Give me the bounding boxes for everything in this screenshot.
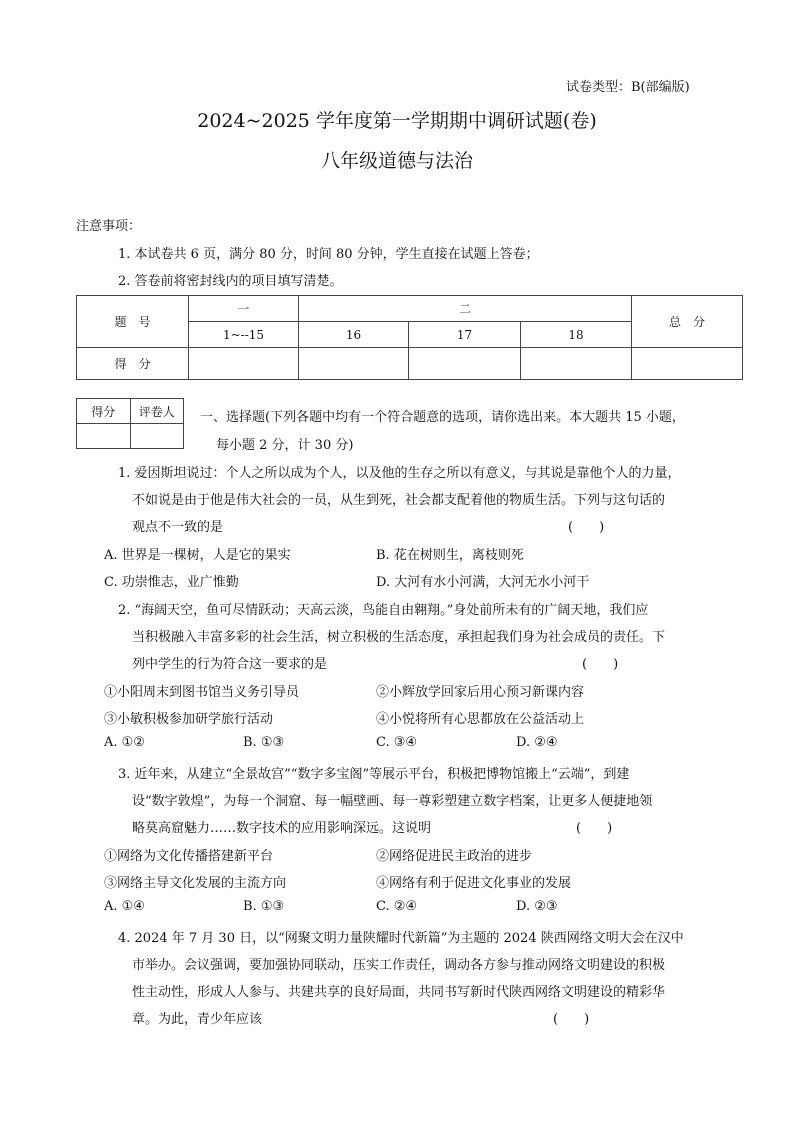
q3-option-b[interactable]: B. ①③ bbox=[243, 899, 285, 914]
q2-stem-line-1: 2. “海阔天空，鱼可尽情跃动；天高云淡，鸟能自由翱翔。”身处前所未有的广阔天地，我们应 bbox=[118, 603, 649, 618]
q4-stem-line-3: 性主动性，形成人人参与、共建共享的良好局面，共同书写新时代陕西网络文明建设的精彩华 bbox=[132, 985, 666, 1000]
q1-stem-line-1: 1. 爱因斯坦说过：个人之所以成为个人，以及他的生存之所以有意义，与其说是靠他个人的力量， bbox=[118, 466, 681, 481]
grader-reviewer-label: 评卷人 bbox=[130, 399, 184, 424]
q1-answer-paren[interactable]: ( ) bbox=[568, 520, 605, 535]
section1-heading: 一、选择题(下列各题中均有一个符合题意的选项，请你选出来。本大题共 15 小题， bbox=[200, 410, 685, 425]
q3-statement-4: ④网络有利于促进文化事业的发展 bbox=[376, 876, 572, 891]
q1-option-d[interactable]: D. 大河有水小河满，大河无水小河干 bbox=[376, 575, 590, 590]
paper-type-label: 试卷类型：B(部编版) bbox=[566, 80, 690, 95]
q2-option-b[interactable]: B. ①③ bbox=[243, 735, 285, 750]
score-table-part1: 一 bbox=[189, 296, 299, 322]
score-cell-total[interactable] bbox=[632, 348, 743, 380]
notice-item-2: 2. 答卷前将密封线内的项目填写清楚。 bbox=[118, 274, 343, 289]
q2-statement-1: ①小阳周末到图书馆当义务引导员 bbox=[104, 685, 300, 700]
q3-statement-3: ③网络主导文化发展的主流方向 bbox=[104, 876, 287, 891]
q3-statement-1: ①网络为文化传播搭建新平台 bbox=[104, 849, 274, 864]
q3-option-a[interactable]: A. ①④ bbox=[104, 899, 145, 914]
q3-option-c[interactable]: C. ②④ bbox=[376, 899, 418, 914]
q2-stem-line-2: 当积极融入丰富多彩的社会生活，树立积极的生活态度，承担起我们身为社会成员的责任。下 bbox=[132, 630, 666, 645]
score-table-sub-q18: 18 bbox=[521, 322, 632, 348]
notice-heading: 注意事项： bbox=[76, 219, 142, 234]
q1-option-a[interactable]: A. 世界是一棵树，人是它的果实 bbox=[104, 548, 291, 563]
q3-stem-line-1: 3. 近年来，从建立“全景故宫”“数字多宝阁”等展示平台，积极把博物馆搬上“云端”，到建 bbox=[118, 767, 630, 782]
score-table-score-label: 得 分 bbox=[77, 348, 189, 380]
score-cell-q16[interactable] bbox=[299, 348, 409, 380]
q3-answer-paren[interactable]: ( ) bbox=[576, 821, 613, 836]
score-cell-q17[interactable] bbox=[409, 348, 521, 380]
q1-stem-line-3: 观点不一致的是 bbox=[132, 520, 224, 535]
grader-score-label: 得分 bbox=[77, 399, 131, 424]
q1-stem-line-2: 不如说是由于他是伟大社会的一员，从生到死，社会都支配着他的物质生活。下列与这句话的 bbox=[132, 493, 666, 508]
q4-stem-line-4: 章。为此，青少年应该 bbox=[132, 1012, 263, 1027]
section1-heading-cont: 每小题 2 分，计 30 分) bbox=[216, 438, 354, 453]
exam-subject: 八年级道德与法治 bbox=[320, 150, 473, 172]
notice-item-1: 1. 本试卷共 6 页，满分 80 分，时间 80 分钟，学生直接在试题上答卷； bbox=[118, 247, 539, 262]
score-cell-q18[interactable] bbox=[521, 348, 632, 380]
score-table-sub-q16: 16 bbox=[299, 322, 409, 348]
q2-answer-paren[interactable]: ( ) bbox=[582, 657, 619, 672]
q1-option-b[interactable]: B. 花在树则生，离枝则死 bbox=[376, 548, 524, 563]
q2-option-a[interactable]: A. ①② bbox=[104, 735, 145, 750]
q4-answer-paren[interactable]: ( ) bbox=[553, 1012, 590, 1027]
q3-option-d[interactable]: D. ②③ bbox=[516, 899, 558, 914]
q3-statement-2: ②网络促进民主政治的进步 bbox=[376, 849, 533, 864]
score-table-sub-q1-15: 1~--15 bbox=[189, 322, 299, 348]
score-table-sub-q17: 17 bbox=[409, 322, 521, 348]
score-table bbox=[76, 295, 743, 380]
grader-score-cell[interactable] bbox=[77, 424, 131, 449]
q4-stem-line-2: 市举办。会议强调，要加强协同联动，压实工作责任，调动各方参与推动网络文明建设的积极 bbox=[132, 958, 666, 973]
q2-option-c[interactable]: C. ③④ bbox=[376, 735, 418, 750]
score-table-total: 总 分 bbox=[632, 296, 743, 348]
grader-box bbox=[76, 398, 184, 449]
q2-option-d[interactable]: D. ②④ bbox=[516, 735, 558, 750]
q3-stem-line-3: 略莫高窟魅力……数字技术的应用影响深远。这说明 bbox=[132, 821, 432, 836]
score-cell-part1[interactable] bbox=[189, 348, 299, 380]
q4-stem-line-1: 4. 2024 年 7 月 30 日，以“网聚文明力量陕耀时代新篇”为主题的 2024 陕西网络文明大会在汉中 bbox=[118, 931, 684, 946]
grader-reviewer-cell[interactable] bbox=[130, 424, 184, 449]
q2-statement-2: ②小辉放学回家后用心预习新课内容 bbox=[376, 685, 585, 700]
q2-statement-3: ③小敏积极参加研学旅行活动 bbox=[104, 712, 274, 727]
exam-title: 2024~2025 学年度第一学期期中调研试题(卷) bbox=[197, 110, 597, 132]
score-table-part2: 二 bbox=[299, 296, 632, 322]
q1-option-c[interactable]: C. 功崇惟志，业广惟勤 bbox=[104, 575, 239, 590]
q3-stem-line-2: 设“数字敦煌”，为每一个洞窟、每一幅壁画、每一尊彩塑建立数字档案，让更多人便捷地领 bbox=[132, 794, 653, 809]
score-table-row-label: 题 号 bbox=[77, 296, 189, 348]
q2-statement-4: ④小悦将所有心思都放在公益活动上 bbox=[376, 712, 585, 727]
q2-stem-line-3: 列中学生的行为符合这一要求的是 bbox=[132, 657, 328, 672]
